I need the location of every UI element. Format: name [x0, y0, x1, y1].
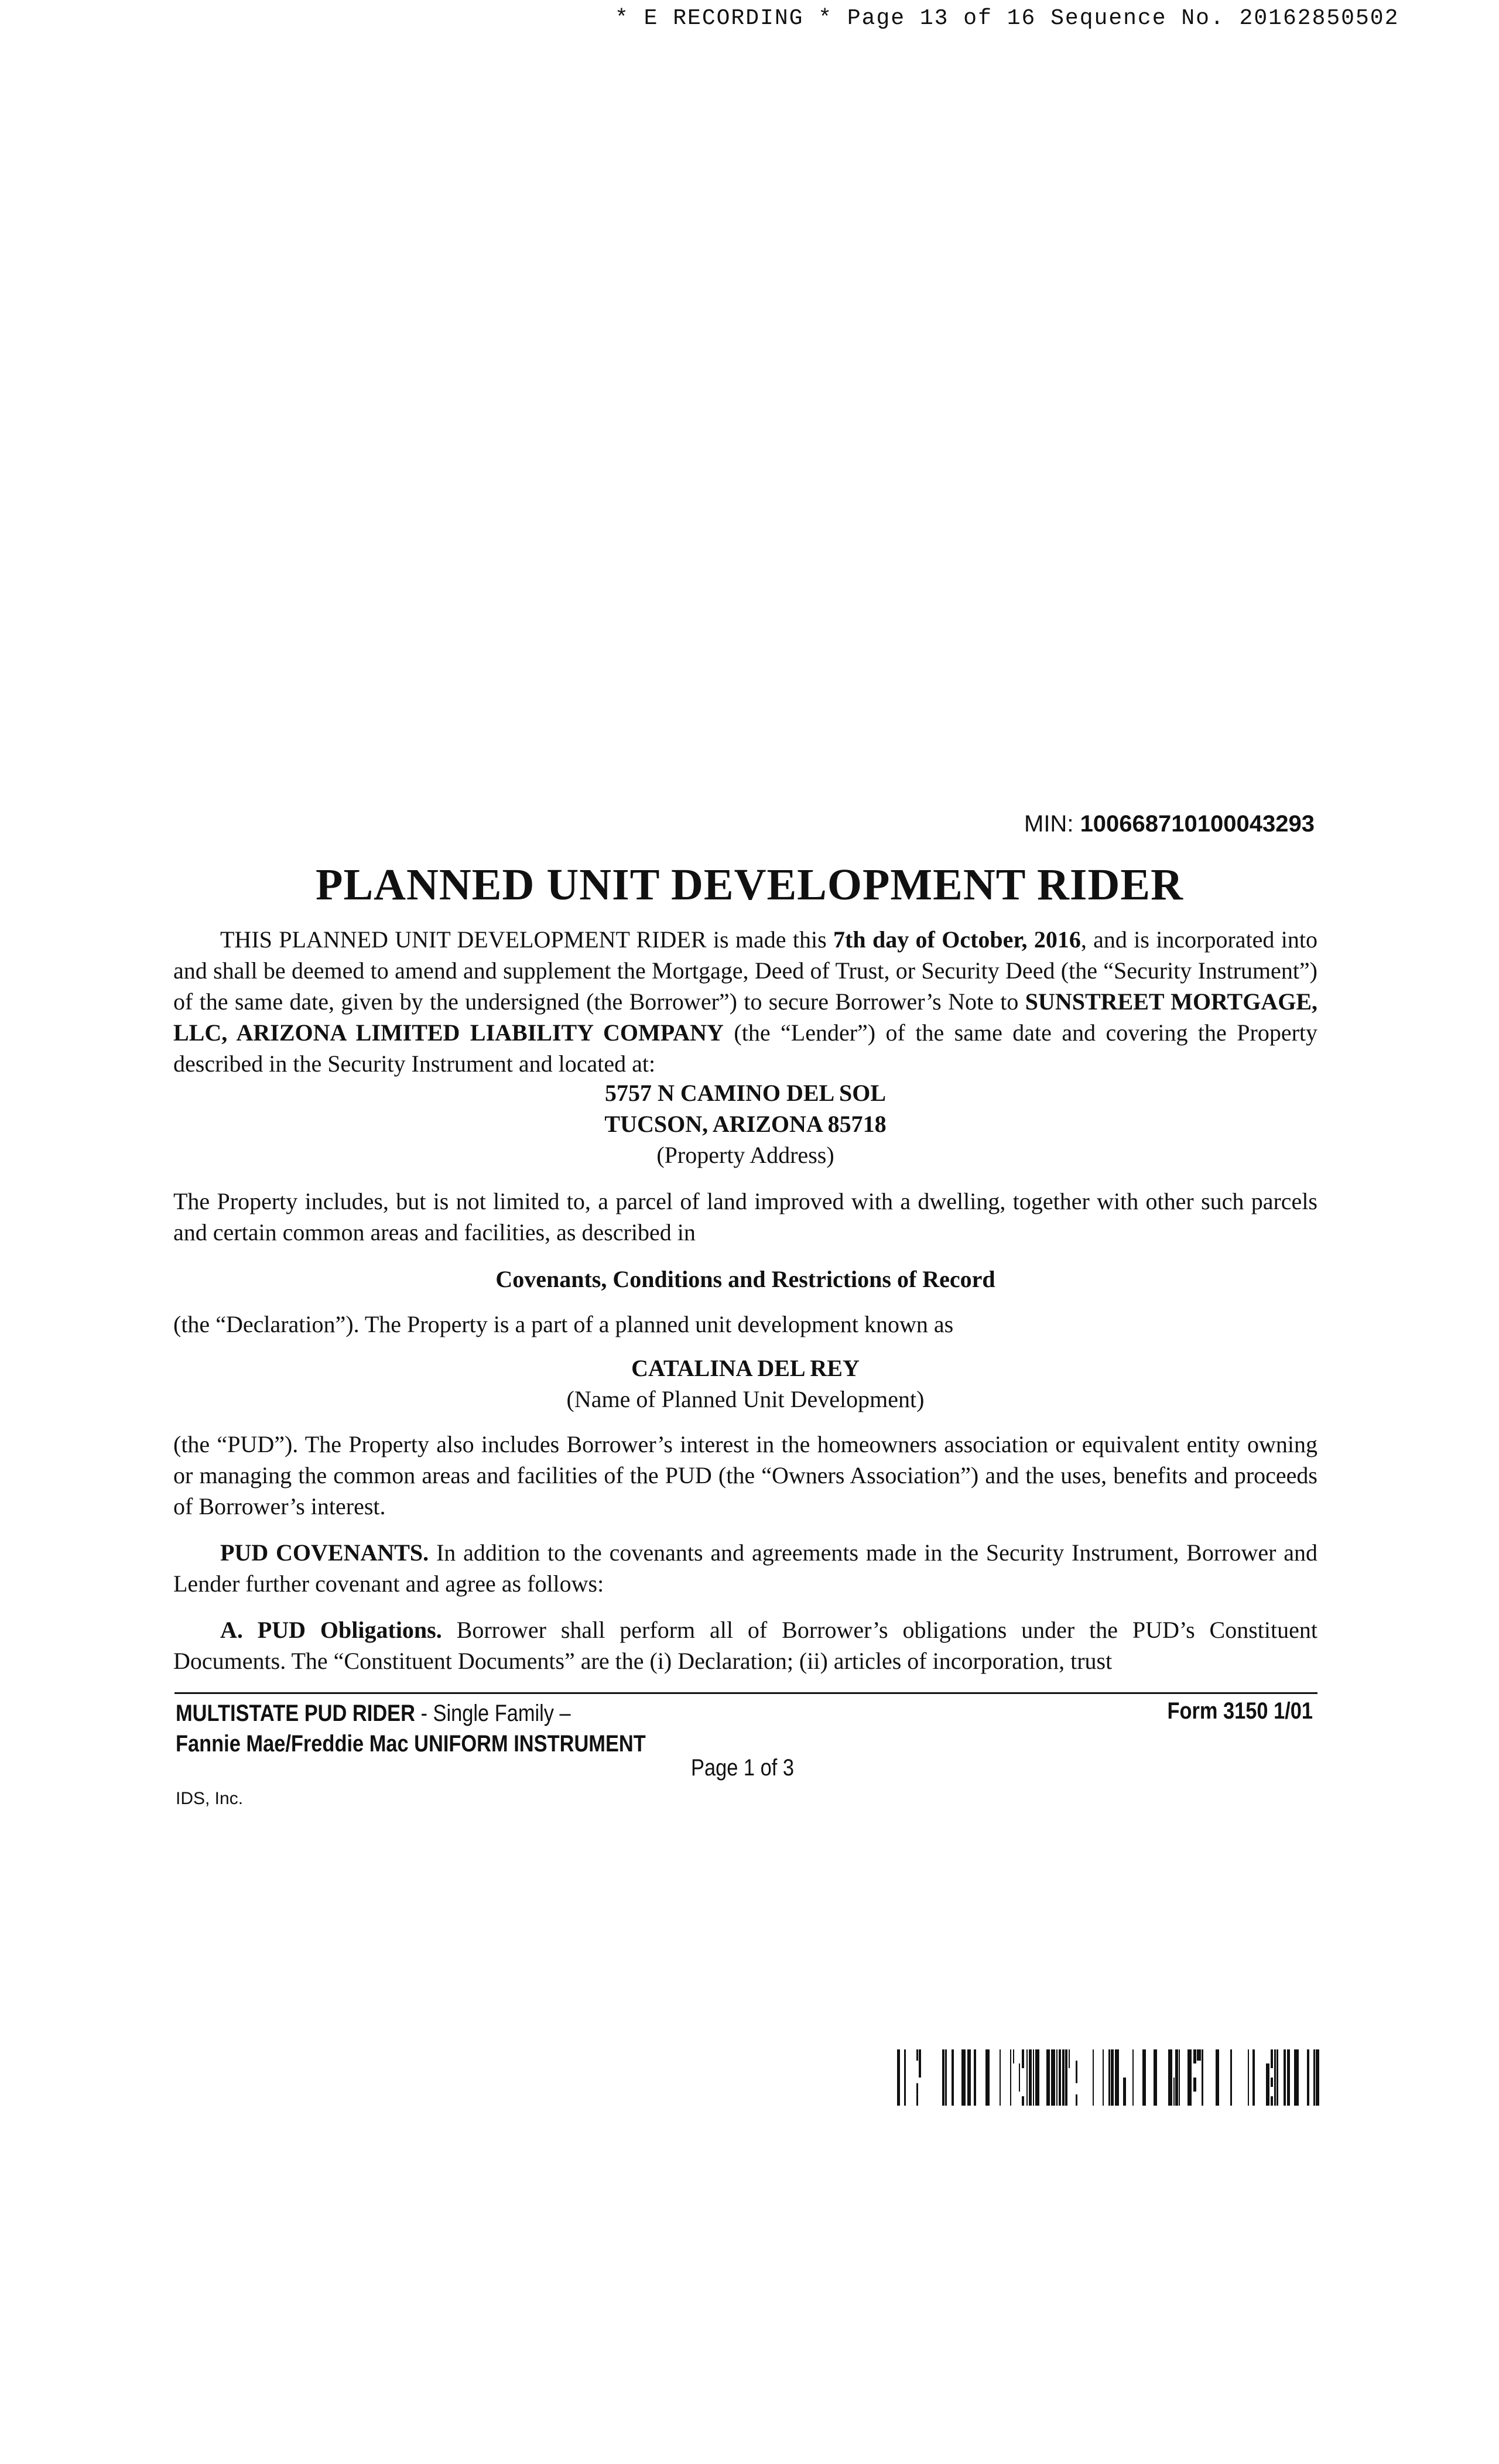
pud-paragraph: (the “PUD”). The Property also includes Borrower’s interest in the homeowners association or equivalent entity owning or managing the common areas and facilities of the PUD (the “Owners Association”) and the uses, benefits and proceeds of Borrower’s interest.: [173, 1431, 1317, 1520]
declaration-name: Covenants, Conditions and Restrictions of Record: [495, 1266, 995, 1292]
footer-form-title: [176, 1698, 646, 1759]
footer-page-number: Page 1 of 3: [691, 1755, 794, 1781]
pud-covenants-paragraph: [173, 1537, 1317, 1599]
barcode-icon: [897, 2049, 1320, 2106]
rider-date: 7th day of October, 2016: [833, 926, 1081, 953]
min-label: MIN:: [1024, 811, 1074, 837]
pud-obligations-paragraph: [173, 1614, 1317, 1676]
pud-obligations-text: Borrower shall perform all of Borrower’s obligations under the PUD’s Constituent Documents. The “Constituent Documents” are the (i) Declaration; (ii) articles of incorporation, trust: [173, 1617, 1317, 1674]
intro-text-3: (the “Lender”) of the same date and covering the Property described in the Security Instrument and located at:: [173, 1019, 1318, 1077]
pud-covenants-text: In addition to the covenants and agreements made in the Security Instrument, Borrower and Lender further covenant and agree as follows:: [173, 1539, 1317, 1597]
intro-paragraph: [173, 924, 1317, 1079]
recording-header: * E RECORDING * Page 13 of 16 Sequence No. 20162850502: [615, 6, 1399, 31]
pud-covenants-heading: PUD COVENANTS.: [220, 1539, 429, 1566]
address-line-2: TUCSON, ARIZONA 85718: [604, 1111, 887, 1137]
pud-name-block: [173, 1353, 1317, 1415]
property-includes-paragraph: The Property includes, but is not limited to, a parcel of land improved with a dwelling, together with other such parcels and certain common areas and facilities, as described in: [173, 1188, 1317, 1245]
min-number: [1024, 811, 1315, 837]
footer-rider-type: - Single Family –: [415, 1700, 571, 1726]
footer-form-number: Form 3150 1/01: [1167, 1698, 1313, 1724]
footer-publisher: IDS, Inc.: [176, 1789, 244, 1808]
intro-text-2: , and is incorporated into and shall be deemed to amend and supplement the Mortgage, Deed of Trust, or Security Deed (the “Security Instrument”) of the same date, given by the undersigned (the Borrower”) to secure Borrower’s Note to: [173, 926, 1318, 1015]
pud-name: CATALINA DEL REY: [631, 1355, 860, 1381]
address-line-1: 5757 N CAMINO DEL SOL: [604, 1080, 887, 1106]
lender-name: SUNSTREET MORTGAGE, LLC, ARIZONA LIMITED LIABILITY COMPANY: [173, 988, 1318, 1046]
address-caption: (Property Address): [656, 1142, 834, 1168]
footer-rider-name: MULTISTATE PUD RIDER: [176, 1700, 415, 1726]
document-title: PLANNED UNIT DEVELOPMENT RIDER: [316, 860, 1183, 909]
intro-text-1: THIS PLANNED UNIT DEVELOPMENT RIDER is made this: [220, 926, 834, 953]
property-address: [173, 1077, 1317, 1171]
footer-instrument: Fannie Mae/Freddie Mac UNIFORM INSTRUMENT: [176, 1731, 646, 1757]
pud-obligations-heading: A. PUD Obligations.: [220, 1617, 442, 1643]
min-value: 100668710100043293: [1080, 811, 1315, 837]
pud-caption: (Name of Planned Unit Development): [566, 1386, 925, 1412]
declaration-paragraph: (the “Declaration”). The Property is a part of a planned unit development known as: [173, 1311, 954, 1337]
footer-divider: [174, 1692, 1317, 1694]
